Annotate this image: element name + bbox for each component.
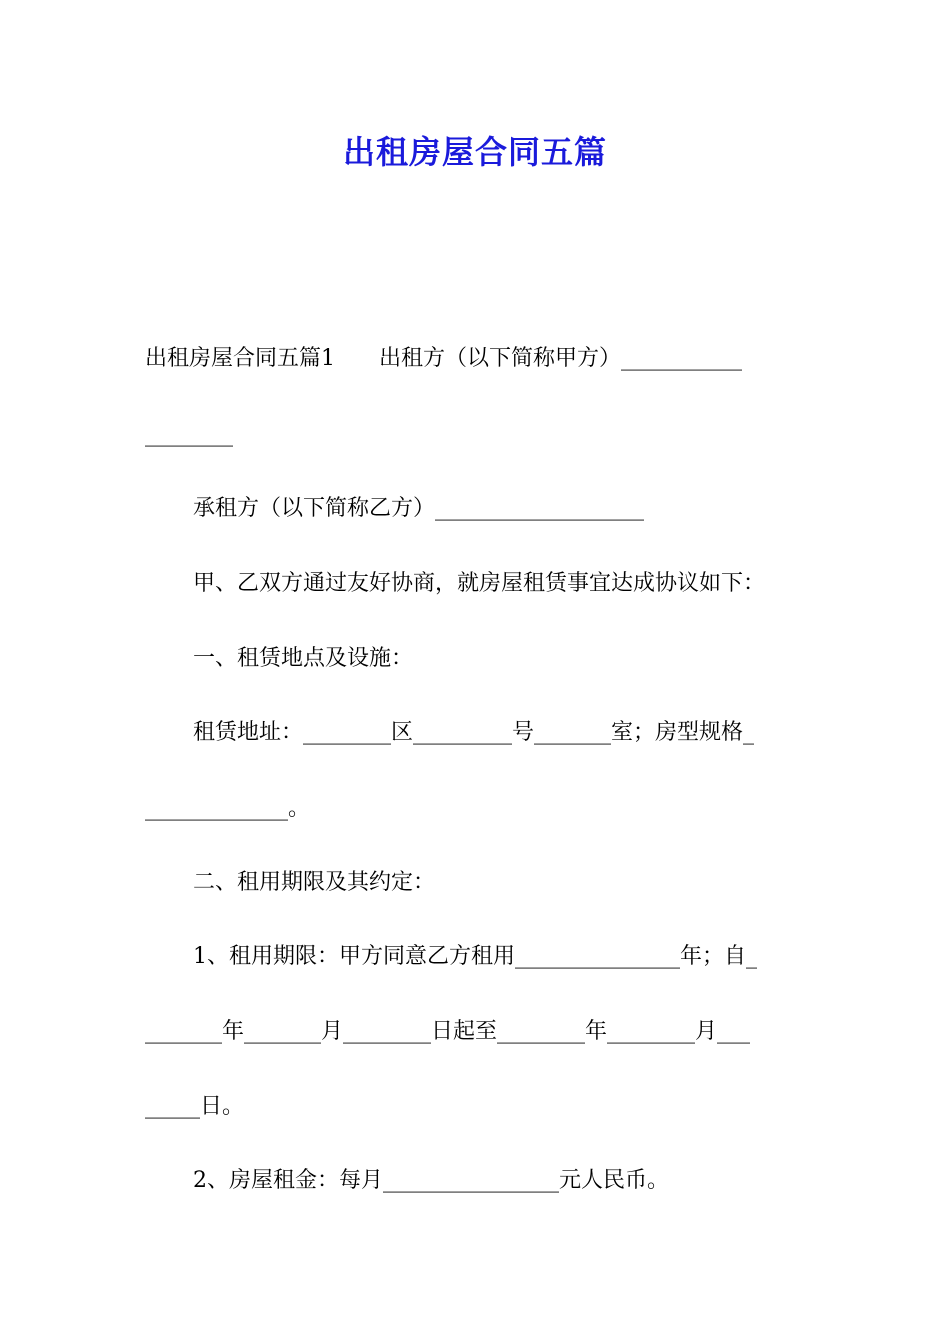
- document-title: 出租房屋合同五篇: [342, 133, 607, 171]
- rental-address-line-continued: _____________。: [145, 796, 311, 821]
- section-heading-1: 一、租赁地点及设施：: [193, 646, 414, 671]
- lessee-line: 承租方（以下简称乙方）___________________: [193, 496, 645, 521]
- lease-term-line-continued: _______年_______月________日起至________年________月___: [145, 1019, 751, 1044]
- rent-line: 2、房屋租金：每月________________元人民币。: [193, 1168, 669, 1193]
- rental-address-line: 租赁地址：________区_________号_______室；房型规格_: [193, 720, 755, 745]
- lease-term-line-end: _____日。: [145, 1094, 245, 1119]
- lessor-line-continued: ________: [145, 422, 233, 447]
- lease-term-line: 1、租用期限：甲方同意乙方租用_______________年；自_: [193, 944, 757, 969]
- section-heading-2: 二、租用期限及其约定：: [193, 870, 436, 895]
- lessor-line: 出租房屋合同五篇1 出租方（以下简称甲方）___________: [145, 346, 742, 371]
- agreement-intro: 甲、乙双方通过友好协商，就房屋租赁事宜达成协议如下：: [193, 571, 766, 596]
